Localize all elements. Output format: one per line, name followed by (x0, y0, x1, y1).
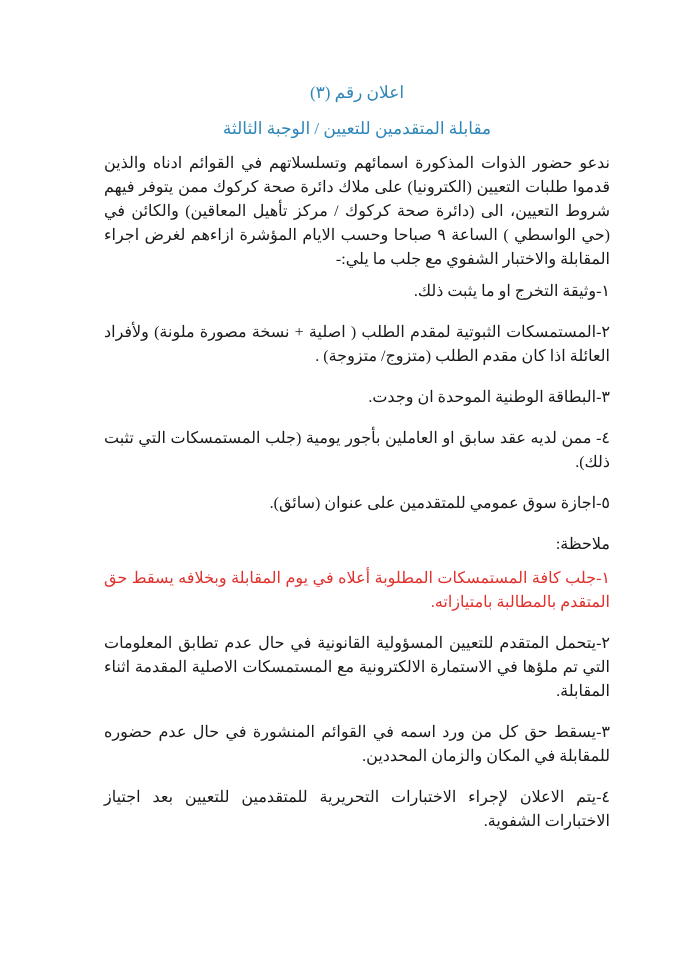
requirement-item-5: ٥-اجازة سوق عمومي للمتقدمين على عنوان (سائق). (269, 495, 610, 512)
notes-label: ملاحظة: (555, 536, 610, 553)
note-item-4: ٤-يتم الاعلان لإجراء الاختبارات التحريرية للمتقدمين للتعيين بعد اجتياز الاختبارات الشفوية. (104, 789, 610, 830)
requirement-item-4: ٤- ممن لديه عقد سابق او العاملين بأجور يومية (جلب المستمسكات التي تثبت ذلك). (104, 430, 610, 471)
note-item-2: ٢-يتحمل المتقدم للتعيين المسؤولية القانونية في حال عدم تطابق المعلومات التي تم ملؤها في الاستمارة الالكترونية مع المستمسكات الاصلية المقدمة اثناء المقابلة. (104, 635, 610, 700)
requirement-item-3: ٣-البطاقة الوطنية الموحدة ان وجدت. (368, 389, 610, 406)
requirement-item-1: ١-وثيقة التخرج او ما يثبت ذلك. (413, 283, 610, 300)
announcement-subtitle: مقابلة المتقدمين للتعيين / الوجبة الثالثة (222, 119, 492, 138)
document-body (104, 80, 610, 851)
requirement-item-2: ٢-المستمسكات الثبوتية لمقدم الطلب ( اصلية + نسخة مصورة ملونة) ولأفراد العائلة اذا كان مقدم الطلب (متزوج/ متزوجة) . (104, 324, 610, 365)
note-item-3: ٣-يسقط حق كل من ورد اسمه في القوائم المنشورة في حال عدم حضوره للمقابلة في المكان والزمان المحددين. (104, 724, 610, 765)
note-item-1: ١-جلب كافة المستمسكات المطلوبة أعلاه في يوم المقابلة وبخلافه يسقط حق المتقدم بالمطالبة بامتيازاته. (104, 570, 610, 611)
announcement-title: اعلان رقم (٣) (309, 83, 405, 102)
intro-paragraph: ندعو حضور الذوات المذكورة اسمائهم وتسلسلاتهم في القوائم ادناه والذين قدموا طلبات التعيين (الكترونيا) على ملاك دائرة صحة كركوك ممن يتوفر فيهم شروط التعيين، الى (دائرة صحة كركوك / مركز تأهيل المعاقين) والكائن في (حي الواسطي ) الساعة ٩ صباحا وحسب الايام المؤشرة ازاءهم لغرض اجراء المقابلة والاختبار الشفوي مع جلب ما يلي:- (104, 155, 610, 268)
